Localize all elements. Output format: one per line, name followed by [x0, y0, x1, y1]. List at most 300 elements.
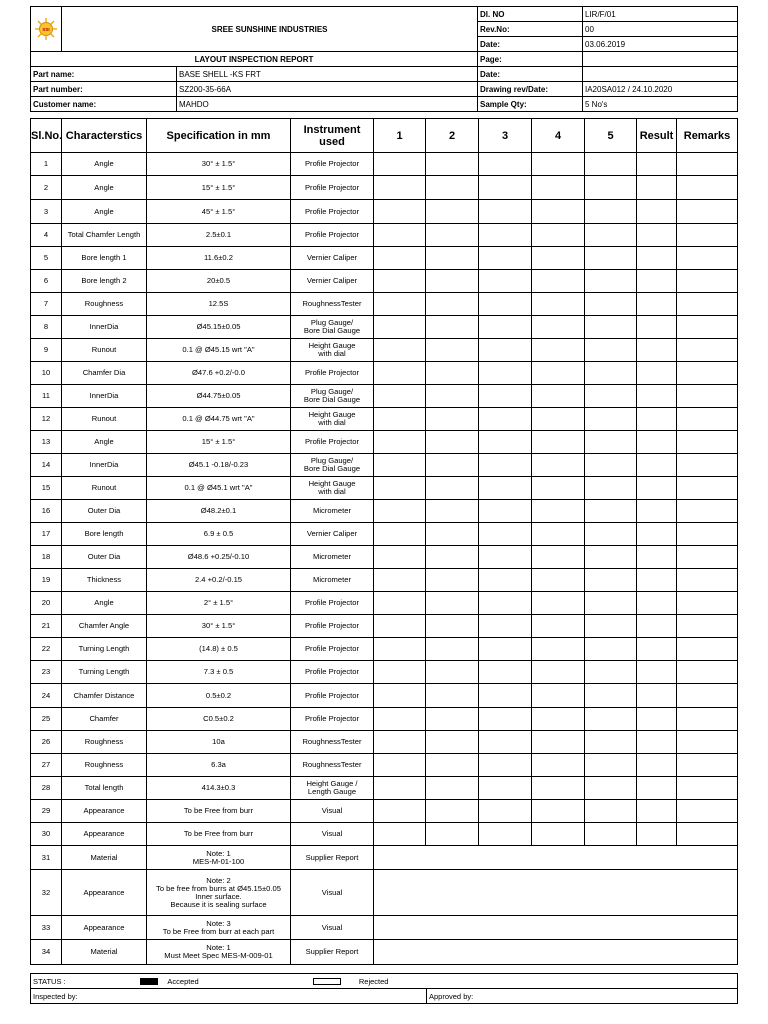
- cell-sample-3[interactable]: [479, 431, 532, 454]
- cell-instrument: Profile Projector: [291, 661, 374, 684]
- cell-specification: Note: 3 To be Free from burr at each part: [147, 916, 291, 940]
- cell-sample-1[interactable]: [374, 569, 426, 592]
- cell-sample-4[interactable]: [532, 500, 585, 523]
- cell-instrument: Profile Projector: [291, 431, 374, 454]
- cell-sample-2[interactable]: [426, 708, 479, 731]
- cell-sample-1[interactable]: [374, 270, 426, 293]
- cell-remarks[interactable]: [677, 523, 738, 546]
- cell-sample-2[interactable]: [426, 569, 479, 592]
- cell-observations[interactable]: [374, 870, 738, 916]
- cell-sl-no: 26: [31, 731, 62, 754]
- cell-remarks[interactable]: [677, 638, 738, 661]
- col-sample-1: 1: [374, 119, 426, 153]
- cell-sample-5[interactable]: [585, 316, 637, 339]
- cell-remarks[interactable]: [677, 615, 738, 638]
- cell-sample-3[interactable]: [479, 800, 532, 823]
- cell-sample-5[interactable]: [585, 823, 637, 846]
- cell-sl-no: 20: [31, 592, 62, 615]
- col-remarks: Remarks: [677, 119, 738, 153]
- cell-sample-3[interactable]: [479, 661, 532, 684]
- cell-sample-3[interactable]: [479, 777, 532, 800]
- cell-specification: 15° ± 1.5°: [147, 431, 291, 454]
- cell-remarks[interactable]: [677, 777, 738, 800]
- part-number-value: SZ200-35-66A: [177, 82, 478, 97]
- cell-sample-4[interactable]: [532, 316, 585, 339]
- cell-sample-3[interactable]: [479, 408, 532, 431]
- table-row: [31, 661, 738, 684]
- cell-remarks[interactable]: [677, 708, 738, 731]
- status-row: [31, 974, 738, 989]
- cell-remarks[interactable]: [677, 247, 738, 270]
- cell-sample-2[interactable]: [426, 684, 479, 708]
- cell-sample-3[interactable]: [479, 615, 532, 638]
- cell-sl-no: 9: [31, 339, 62, 362]
- cell-sample-3[interactable]: [479, 316, 532, 339]
- cell-result[interactable]: [637, 546, 677, 569]
- cell-sample-2[interactable]: [426, 477, 479, 500]
- table-row: [31, 708, 738, 731]
- cell-sl-no: 19: [31, 569, 62, 592]
- cell-result[interactable]: [637, 200, 677, 224]
- cell-characteristic: Bore length: [62, 523, 147, 546]
- cell-sample-5[interactable]: [585, 569, 637, 592]
- cell-sample-2[interactable]: [426, 731, 479, 754]
- cell-remarks[interactable]: [677, 823, 738, 846]
- status-label: STATUS :: [33, 976, 66, 986]
- cell-sample-5[interactable]: [585, 684, 637, 708]
- cell-sample-4[interactable]: [532, 800, 585, 823]
- cell-sample-2[interactable]: [426, 293, 479, 316]
- accepted-swatch[interactable]: [140, 978, 158, 985]
- cell-sample-2[interactable]: [426, 408, 479, 431]
- cell-instrument: Height Gauge with dial: [291, 408, 374, 431]
- cell-result[interactable]: [637, 661, 677, 684]
- cell-sample-5[interactable]: [585, 176, 637, 200]
- cell-sample-5[interactable]: [585, 708, 637, 731]
- cell-sample-5[interactable]: [585, 200, 637, 224]
- cell-sample-1[interactable]: [374, 200, 426, 224]
- cell-specification: 45° ± 1.5°: [147, 200, 291, 224]
- cell-specification: 0.5±0.2: [147, 684, 291, 708]
- cell-remarks[interactable]: [677, 224, 738, 247]
- cell-instrument: Profile Projector: [291, 200, 374, 224]
- col-sample-5: 5: [585, 119, 637, 153]
- cell-sample-4[interactable]: [532, 661, 585, 684]
- report-title: LAYOUT INSPECTION REPORT: [31, 52, 478, 67]
- cell-sample-5[interactable]: [585, 153, 637, 176]
- cell-result[interactable]: [637, 800, 677, 823]
- cell-sample-1[interactable]: [374, 431, 426, 454]
- cell-sl-no: 2: [31, 176, 62, 200]
- cell-sample-1[interactable]: [374, 592, 426, 615]
- cell-sample-5[interactable]: [585, 362, 637, 385]
- cell-remarks[interactable]: [677, 477, 738, 500]
- cell-observations[interactable]: [374, 916, 738, 940]
- cell-sample-4[interactable]: [532, 592, 585, 615]
- cell-instrument: Profile Projector: [291, 708, 374, 731]
- doc-no-label: Dl. NO: [478, 7, 583, 22]
- cell-sample-5[interactable]: [585, 224, 637, 247]
- cell-result[interactable]: [637, 569, 677, 592]
- cell-sl-no: 4: [31, 224, 62, 247]
- cell-result[interactable]: [637, 500, 677, 523]
- cell-remarks[interactable]: [677, 316, 738, 339]
- cell-specification: 2° ± 1.5°: [147, 592, 291, 615]
- cell-remarks[interactable]: [677, 431, 738, 454]
- cell-remarks[interactable]: [677, 731, 738, 754]
- cell-sample-4[interactable]: [532, 153, 585, 176]
- cell-result[interactable]: [637, 638, 677, 661]
- cell-sample-5[interactable]: [585, 638, 637, 661]
- cell-sample-5[interactable]: [585, 247, 637, 270]
- col-result: Result: [637, 119, 677, 153]
- cell-sample-4[interactable]: [532, 431, 585, 454]
- cell-remarks[interactable]: [677, 270, 738, 293]
- cell-specification: 2.5±0.1: [147, 224, 291, 247]
- cell-sample-3[interactable]: [479, 638, 532, 661]
- cell-sample-4[interactable]: [532, 615, 585, 638]
- cell-sample-2[interactable]: [426, 176, 479, 200]
- cell-sample-2[interactable]: [426, 362, 479, 385]
- cell-sample-1[interactable]: [374, 777, 426, 800]
- cell-characteristic: Total Chamfer Length: [62, 224, 147, 247]
- cell-sample-5[interactable]: [585, 454, 637, 477]
- cell-specification: 11.6±0.2: [147, 247, 291, 270]
- cell-result[interactable]: [637, 385, 677, 408]
- cell-result[interactable]: [637, 431, 677, 454]
- cell-observations[interactable]: [374, 846, 738, 870]
- cell-sample-1[interactable]: [374, 800, 426, 823]
- cell-sample-3[interactable]: [479, 339, 532, 362]
- rejected-label: Rejected: [358, 976, 389, 986]
- rejected-swatch[interactable]: [313, 978, 341, 985]
- cell-sample-1[interactable]: [374, 546, 426, 569]
- cell-sample-4[interactable]: [532, 823, 585, 846]
- cell-sample-4[interactable]: [532, 408, 585, 431]
- cell-sl-no: 11: [31, 385, 62, 408]
- cell-sample-5[interactable]: [585, 546, 637, 569]
- report-header: [30, 6, 738, 112]
- cell-sample-5[interactable]: [585, 500, 637, 523]
- cell-sl-no: 12: [31, 408, 62, 431]
- cell-sample-3[interactable]: [479, 247, 532, 270]
- cell-sample-3[interactable]: [479, 546, 532, 569]
- cell-remarks[interactable]: [677, 408, 738, 431]
- cell-sample-4[interactable]: [532, 454, 585, 477]
- cell-sample-3[interactable]: [479, 823, 532, 846]
- cell-sample-3[interactable]: [479, 500, 532, 523]
- cell-sl-no: 23: [31, 661, 62, 684]
- cell-remarks[interactable]: [677, 153, 738, 176]
- cell-sample-3[interactable]: [479, 153, 532, 176]
- cell-characteristic: Chamfer Angle: [62, 615, 147, 638]
- cell-sample-4[interactable]: [532, 754, 585, 777]
- cell-sample-1[interactable]: [374, 523, 426, 546]
- cell-instrument: Visual: [291, 823, 374, 846]
- cell-sample-2[interactable]: [426, 500, 479, 523]
- cell-sample-1[interactable]: [374, 731, 426, 754]
- cell-sample-2[interactable]: [426, 270, 479, 293]
- cell-specification: 30° ± 1.5°: [147, 615, 291, 638]
- cell-sl-no: 29: [31, 800, 62, 823]
- cell-characteristic: Runout: [62, 477, 147, 500]
- table-row: [31, 362, 738, 385]
- cell-sample-3[interactable]: [479, 176, 532, 200]
- cell-sample-1[interactable]: [374, 362, 426, 385]
- cell-sample-5[interactable]: [585, 800, 637, 823]
- cell-sample-2[interactable]: [426, 546, 479, 569]
- cell-result[interactable]: [637, 293, 677, 316]
- cell-remarks[interactable]: [677, 293, 738, 316]
- cell-sample-1[interactable]: [374, 754, 426, 777]
- cell-sample-2[interactable]: [426, 316, 479, 339]
- cell-specification: 20±0.5: [147, 270, 291, 293]
- cell-sample-5[interactable]: [585, 754, 637, 777]
- cell-remarks[interactable]: [677, 200, 738, 224]
- table-row: [31, 316, 738, 339]
- cell-result[interactable]: [637, 270, 677, 293]
- cell-remarks[interactable]: [677, 500, 738, 523]
- cell-remarks[interactable]: [677, 754, 738, 777]
- cell-sample-5[interactable]: [585, 431, 637, 454]
- cell-instrument: Micrometer: [291, 546, 374, 569]
- cell-remarks[interactable]: [677, 339, 738, 362]
- cell-sample-3[interactable]: [479, 270, 532, 293]
- cell-sample-2[interactable]: [426, 454, 479, 477]
- cell-sample-5[interactable]: [585, 408, 637, 431]
- cell-sample-3[interactable]: [479, 569, 532, 592]
- cell-sample-2[interactable]: [426, 615, 479, 638]
- cell-remarks[interactable]: [677, 385, 738, 408]
- cell-sample-2[interactable]: [426, 200, 479, 224]
- cell-sample-1[interactable]: [374, 454, 426, 477]
- cell-sl-no: 1: [31, 153, 62, 176]
- table-row: [31, 546, 738, 569]
- cell-remarks[interactable]: [677, 592, 738, 615]
- cell-sample-5[interactable]: [585, 615, 637, 638]
- cell-sample-1[interactable]: [374, 408, 426, 431]
- cell-characteristic: Angle: [62, 431, 147, 454]
- cell-sample-4[interactable]: [532, 270, 585, 293]
- cell-sample-4[interactable]: [532, 777, 585, 800]
- cell-sample-1[interactable]: [374, 684, 426, 708]
- doc-date-value: 03.06.2019: [583, 37, 738, 52]
- cell-sample-1[interactable]: [374, 661, 426, 684]
- cell-specification: 6.3a: [147, 754, 291, 777]
- cell-sample-1[interactable]: [374, 176, 426, 200]
- cell-sample-2[interactable]: [426, 800, 479, 823]
- cell-sample-4[interactable]: [532, 731, 585, 754]
- cell-sample-5[interactable]: [585, 385, 637, 408]
- cell-instrument: Supplier Report: [291, 846, 374, 870]
- cell-sl-no: 15: [31, 477, 62, 500]
- cell-sample-3[interactable]: [479, 454, 532, 477]
- cell-sl-no: 13: [31, 431, 62, 454]
- cell-result[interactable]: [637, 339, 677, 362]
- cell-observations[interactable]: [374, 940, 738, 965]
- cell-sample-1[interactable]: [374, 247, 426, 270]
- cell-instrument: Height Gauge with dial: [291, 339, 374, 362]
- cell-sample-5[interactable]: [585, 777, 637, 800]
- cell-sample-1[interactable]: [374, 293, 426, 316]
- cell-sample-2[interactable]: [426, 224, 479, 247]
- cell-result[interactable]: [637, 684, 677, 708]
- cell-sample-1[interactable]: [374, 823, 426, 846]
- cell-sample-4[interactable]: [532, 477, 585, 500]
- cell-sample-2[interactable]: [426, 339, 479, 362]
- cell-sample-1[interactable]: [374, 316, 426, 339]
- cell-sample-5[interactable]: [585, 523, 637, 546]
- cell-remarks[interactable]: [677, 684, 738, 708]
- cell-sample-5[interactable]: [585, 661, 637, 684]
- cell-sample-4[interactable]: [532, 684, 585, 708]
- cell-remarks[interactable]: [677, 176, 738, 200]
- cell-result[interactable]: [637, 708, 677, 731]
- cell-sample-5[interactable]: [585, 477, 637, 500]
- cell-sample-2[interactable]: [426, 431, 479, 454]
- table-row: [31, 270, 738, 293]
- cell-sample-2[interactable]: [426, 638, 479, 661]
- cell-sample-1[interactable]: [374, 708, 426, 731]
- table-row: [31, 638, 738, 661]
- cell-sample-4[interactable]: [532, 708, 585, 731]
- cell-sample-3[interactable]: [479, 592, 532, 615]
- cell-sample-3[interactable]: [479, 385, 532, 408]
- cell-sample-4[interactable]: [532, 523, 585, 546]
- cell-result[interactable]: [637, 823, 677, 846]
- cell-result[interactable]: [637, 224, 677, 247]
- cell-sample-1[interactable]: [374, 500, 426, 523]
- table-row: [31, 385, 738, 408]
- cell-sample-4[interactable]: [532, 546, 585, 569]
- cell-sample-5[interactable]: [585, 339, 637, 362]
- cell-result[interactable]: [637, 477, 677, 500]
- cell-result[interactable]: [637, 454, 677, 477]
- cell-result[interactable]: [637, 592, 677, 615]
- cell-result[interactable]: [637, 731, 677, 754]
- cell-instrument: Plug Gauge/ Bore Dial Gauge: [291, 454, 374, 477]
- table-row: [31, 500, 738, 523]
- cell-sample-2[interactable]: [426, 153, 479, 176]
- cell-sample-3[interactable]: [479, 362, 532, 385]
- cell-sample-1[interactable]: [374, 615, 426, 638]
- cell-sample-2[interactable]: [426, 661, 479, 684]
- table-row: [31, 200, 738, 224]
- rev-no-label: Rev.No:: [478, 22, 583, 37]
- cell-characteristic: Appearance: [62, 870, 147, 916]
- cell-sample-3[interactable]: [479, 684, 532, 708]
- cell-instrument: Plug Gauge/ Bore Dial Gauge: [291, 316, 374, 339]
- cell-result[interactable]: [637, 153, 677, 176]
- cell-sample-4[interactable]: [532, 200, 585, 224]
- cell-sample-1[interactable]: [374, 477, 426, 500]
- cell-remarks[interactable]: [677, 362, 738, 385]
- cell-result[interactable]: [637, 247, 677, 270]
- cell-sample-3[interactable]: [479, 708, 532, 731]
- cell-sample-4[interactable]: [532, 385, 585, 408]
- col-sl-no: Sl.No.: [31, 119, 62, 153]
- cell-sample-2[interactable]: [426, 777, 479, 800]
- cell-sample-4[interactable]: [532, 339, 585, 362]
- cell-sample-4[interactable]: [532, 176, 585, 200]
- cell-sample-1[interactable]: [374, 224, 426, 247]
- cell-characteristic: Turning Length: [62, 638, 147, 661]
- cell-result[interactable]: [637, 316, 677, 339]
- cell-sample-2[interactable]: [426, 523, 479, 546]
- cell-result[interactable]: [637, 754, 677, 777]
- cell-instrument: Plug Gauge/ Bore Dial Gauge: [291, 385, 374, 408]
- cell-sample-5[interactable]: [585, 731, 637, 754]
- cell-instrument: Visual: [291, 800, 374, 823]
- cell-sample-3[interactable]: [479, 731, 532, 754]
- cell-sample-1[interactable]: [374, 339, 426, 362]
- cell-sample-1[interactable]: [374, 153, 426, 176]
- cell-result[interactable]: [637, 176, 677, 200]
- cell-remarks[interactable]: [677, 569, 738, 592]
- cell-remarks[interactable]: [677, 661, 738, 684]
- cell-sample-4[interactable]: [532, 569, 585, 592]
- cell-result[interactable]: [637, 362, 677, 385]
- cell-specification: 7.3 ± 0.5: [147, 661, 291, 684]
- cell-sample-2[interactable]: [426, 823, 479, 846]
- cell-sample-3[interactable]: [479, 293, 532, 316]
- cell-result[interactable]: [637, 408, 677, 431]
- table-row: [31, 800, 738, 823]
- cell-remarks[interactable]: [677, 546, 738, 569]
- cell-instrument: Profile Projector: [291, 592, 374, 615]
- cell-sample-4[interactable]: [532, 224, 585, 247]
- cell-result[interactable]: [637, 777, 677, 800]
- cell-sl-no: 33: [31, 916, 62, 940]
- cell-sample-2[interactable]: [426, 385, 479, 408]
- cell-sample-5[interactable]: [585, 293, 637, 316]
- cell-sample-1[interactable]: [374, 638, 426, 661]
- cell-remarks[interactable]: [677, 454, 738, 477]
- cell-specification: Ø47.6 +0.2/-0.0: [147, 362, 291, 385]
- cell-sample-3[interactable]: [479, 200, 532, 224]
- cell-sample-4[interactable]: [532, 293, 585, 316]
- cell-characteristic: Appearance: [62, 823, 147, 846]
- cell-result[interactable]: [637, 523, 677, 546]
- cell-sample-1[interactable]: [374, 385, 426, 408]
- cell-sl-no: 10: [31, 362, 62, 385]
- cell-sl-no: 7: [31, 293, 62, 316]
- cell-sample-3[interactable]: [479, 523, 532, 546]
- rev-no-value: 00: [583, 22, 738, 37]
- doc-no-value: LIR/F/01: [583, 7, 738, 22]
- drawing-rev-value: IA20SA012 / 24.10.2020: [583, 82, 738, 97]
- cell-characteristic: Outer Dia: [62, 500, 147, 523]
- cell-sample-3[interactable]: [479, 477, 532, 500]
- report-footer: [30, 973, 738, 1004]
- table-row: [31, 454, 738, 477]
- cell-sample-3[interactable]: [479, 224, 532, 247]
- cell-result[interactable]: [637, 615, 677, 638]
- cell-remarks[interactable]: [677, 800, 738, 823]
- cell-sl-no: 32: [31, 870, 62, 916]
- table-row: [31, 846, 738, 870]
- cell-sample-4[interactable]: [532, 247, 585, 270]
- cell-characteristic: Roughness: [62, 754, 147, 777]
- cell-sample-2[interactable]: [426, 592, 479, 615]
- cell-sample-4[interactable]: [532, 362, 585, 385]
- cell-sample-4[interactable]: [532, 638, 585, 661]
- cell-sample-5[interactable]: [585, 592, 637, 615]
- cell-sample-2[interactable]: [426, 247, 479, 270]
- cell-sample-5[interactable]: [585, 270, 637, 293]
- cell-sample-2[interactable]: [426, 754, 479, 777]
- cell-sample-3[interactable]: [479, 754, 532, 777]
